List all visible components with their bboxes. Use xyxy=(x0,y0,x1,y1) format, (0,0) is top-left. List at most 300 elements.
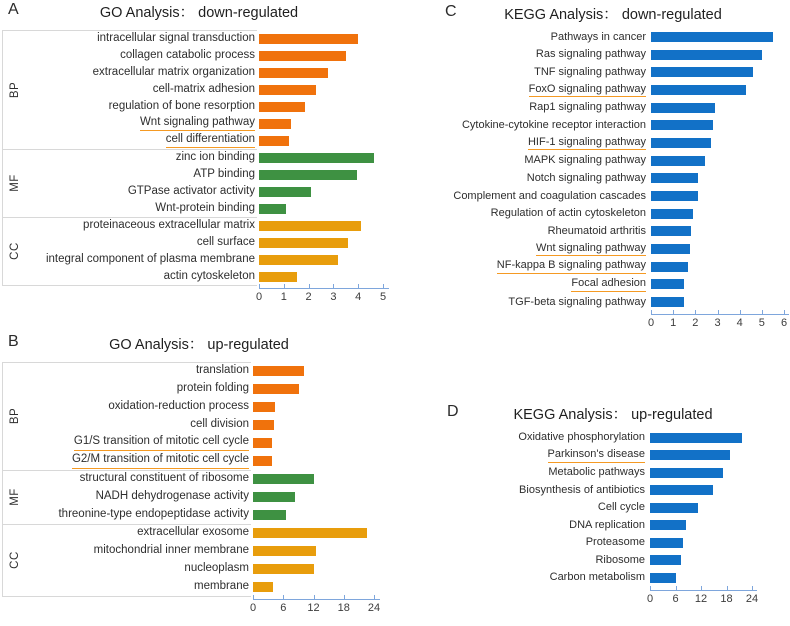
x-axis-line xyxy=(650,590,757,591)
bar-track xyxy=(650,555,757,565)
panel-go-down-regulated xyxy=(0,0,398,330)
bar-label-text: cell surface xyxy=(196,235,255,248)
bar-row xyxy=(28,132,389,149)
bar-label xyxy=(400,571,645,584)
panel-letter-b: B xyxy=(8,333,19,350)
bar-label xyxy=(28,133,255,148)
bar xyxy=(259,119,291,129)
bar-track xyxy=(651,138,789,148)
bar-label xyxy=(400,136,646,151)
bar-label-text: Pathways in cancer xyxy=(550,30,646,43)
bar-track xyxy=(650,468,757,478)
bar-track xyxy=(259,238,389,248)
bar-label-text: actin cytoskeleton xyxy=(163,269,255,282)
bar-label-text: nucleoplasm xyxy=(184,562,249,575)
bar-label-text: mitochondrial inner membrane xyxy=(93,544,249,557)
axis-tick xyxy=(259,284,260,288)
bar-label xyxy=(28,580,249,593)
bar-row xyxy=(28,416,380,434)
bar-label-text: NADH dehydrogenase activity xyxy=(95,490,249,503)
bar xyxy=(253,474,314,484)
bar-track xyxy=(651,32,789,42)
axis-tick xyxy=(695,310,696,314)
category-group xyxy=(2,362,380,470)
x-axis xyxy=(647,314,789,334)
bar xyxy=(650,503,698,513)
group-label: BP xyxy=(9,81,21,98)
bar-label xyxy=(400,172,646,185)
bar-label xyxy=(28,418,249,431)
category-group xyxy=(2,30,389,149)
bar-label-text: Cell cycle xyxy=(597,501,645,514)
axis-tick-label: 0 xyxy=(647,317,655,330)
group-label-strip xyxy=(2,30,28,149)
bar xyxy=(253,438,272,448)
group-separator-line xyxy=(2,217,257,218)
group-label-strip xyxy=(2,149,28,217)
bar-track xyxy=(253,492,380,502)
group-separator-line xyxy=(2,285,257,286)
bar-label-text: Notch signaling pathway xyxy=(526,172,646,185)
bar-label-text: Wnt-protein binding xyxy=(155,201,255,214)
bar-label-text: TNF signaling pathway xyxy=(534,65,646,78)
bar xyxy=(253,384,299,394)
bar-row xyxy=(28,542,380,560)
bar-row xyxy=(28,166,389,183)
bar-label-text: HIF-1 signaling pathway xyxy=(528,136,646,151)
bar-label xyxy=(28,49,255,62)
bar-label xyxy=(400,554,645,567)
group-separator-line xyxy=(2,30,257,31)
bar-row xyxy=(28,452,380,470)
bar xyxy=(259,153,374,163)
x-axis-line xyxy=(253,599,380,600)
bar-track xyxy=(651,67,789,77)
bar-label xyxy=(400,431,645,444)
bar xyxy=(259,255,338,265)
bar-label-text: translation xyxy=(195,364,249,377)
x-axis xyxy=(249,599,381,619)
bar-label-text: extracellular matrix organization xyxy=(92,65,255,78)
bar-row xyxy=(400,152,789,170)
group-label: MF xyxy=(8,174,21,192)
bar-track xyxy=(253,564,380,574)
bar-row xyxy=(28,470,380,488)
bar-track xyxy=(650,450,757,460)
bar-label xyxy=(28,253,255,266)
chart-area-go-down xyxy=(2,30,389,303)
bar-label-text: cell-matrix adhesion xyxy=(152,82,255,95)
bar-row xyxy=(400,569,757,587)
bar-label-text: GTPase activator activity xyxy=(127,184,255,197)
bar xyxy=(259,170,357,180)
bar xyxy=(651,209,693,219)
bar-label xyxy=(400,48,646,61)
bar-label xyxy=(28,151,255,164)
bar-label xyxy=(400,83,646,98)
bar xyxy=(650,485,713,495)
bar-track xyxy=(651,191,789,201)
bar xyxy=(259,221,361,231)
x-axis xyxy=(646,590,759,610)
axis-tick xyxy=(358,284,359,288)
bar-label xyxy=(28,562,249,575)
bar-track xyxy=(259,170,389,180)
bar xyxy=(651,226,691,236)
panel-kegg-up-regulated xyxy=(400,400,790,626)
bar xyxy=(651,279,684,289)
bar-label xyxy=(400,66,646,79)
bar-row xyxy=(400,170,789,188)
category-axis-line xyxy=(2,362,3,596)
bar-track xyxy=(651,244,789,254)
group-separator-line xyxy=(2,596,251,597)
bar-label-text: Rap1 signaling pathway xyxy=(529,101,646,114)
axis-tick xyxy=(333,284,334,288)
bar-label-text: G2/M transition of mitotic cell cycle xyxy=(72,453,249,468)
group-separator-line xyxy=(2,524,251,525)
bar-label xyxy=(28,185,255,198)
bar-row xyxy=(28,217,389,234)
bar-track xyxy=(651,156,789,166)
axis-tick-label: 0 xyxy=(249,602,257,614)
axis-tick-label: 12 xyxy=(694,592,708,605)
category-group xyxy=(2,217,389,285)
bar-track xyxy=(651,85,789,95)
axis-tick-label: 0 xyxy=(646,592,654,605)
bar-track xyxy=(651,120,789,130)
bar-row xyxy=(400,447,757,465)
bar xyxy=(651,32,773,42)
bar-row xyxy=(400,116,789,134)
bar xyxy=(651,85,746,95)
bar-track xyxy=(651,173,789,183)
bar-label xyxy=(28,544,249,557)
bar-track xyxy=(259,51,389,61)
bar-row xyxy=(400,63,789,81)
bar xyxy=(253,402,275,412)
chart-area-kegg-down xyxy=(400,28,789,330)
bar-row xyxy=(400,134,789,152)
bar-row xyxy=(28,506,380,524)
bar-row xyxy=(28,115,389,132)
chart-title-go-down: GO Analysis： down-regulated xyxy=(99,5,299,21)
bar-label-text: cell differentiation xyxy=(166,133,255,148)
x-axis-line xyxy=(259,288,389,289)
bar-label-text: Wnt signaling pathway xyxy=(536,242,646,257)
bar-track xyxy=(259,119,389,129)
bar xyxy=(651,297,684,307)
bar-row xyxy=(28,524,380,542)
bar-label-text: Ribosome xyxy=(595,553,645,566)
bar xyxy=(259,68,328,78)
bar-label xyxy=(400,484,645,497)
bar xyxy=(253,564,314,574)
bar-label xyxy=(28,472,249,485)
panel-letter-a: A xyxy=(8,1,19,18)
bar xyxy=(651,191,698,201)
axis-tick xyxy=(309,284,310,288)
bar-label-text: Focal adhesion xyxy=(571,277,646,292)
bar-track xyxy=(253,582,380,592)
category-group xyxy=(2,470,380,524)
bar-track xyxy=(259,102,389,112)
bar-row xyxy=(400,46,789,64)
bar-label xyxy=(400,466,645,479)
bar-row xyxy=(28,98,389,115)
bar-row xyxy=(400,99,789,117)
bar-label xyxy=(400,448,645,463)
axis-tick-label: 5 xyxy=(379,291,387,303)
bar-label xyxy=(400,277,646,292)
bar-label-text: Oxidative phosphorylation xyxy=(518,431,645,444)
axis-tick xyxy=(383,284,384,288)
bar-label xyxy=(400,225,646,238)
bar xyxy=(253,366,304,376)
group-label-strip xyxy=(2,524,28,596)
bar-row xyxy=(28,434,380,452)
axis-tick xyxy=(784,310,785,314)
bar-label xyxy=(400,259,646,274)
category-group xyxy=(2,149,389,217)
axis-tick xyxy=(650,586,651,590)
bar-row xyxy=(28,268,389,285)
panel-letter-d: D xyxy=(447,403,459,420)
bar xyxy=(259,272,297,282)
axis-tick-label: 4 xyxy=(355,291,362,303)
bar-label-text: NF-kappa B signaling pathway xyxy=(497,259,646,274)
bar-track xyxy=(650,485,757,495)
bar-track xyxy=(253,366,380,376)
bar-track xyxy=(650,573,757,583)
bar-row xyxy=(28,380,380,398)
axis-tick-label: 3 xyxy=(714,317,721,330)
bar-label xyxy=(28,202,255,215)
bar xyxy=(650,468,723,478)
category-group xyxy=(2,524,380,596)
bar-track xyxy=(253,474,380,484)
bar-track xyxy=(253,456,380,466)
bar-row xyxy=(28,251,389,268)
axis-tick-label: 24 xyxy=(367,602,381,614)
bar-label-text: Complement and coagulation cascades xyxy=(453,189,646,202)
bar-label-text: integral component of plasma membrane xyxy=(45,252,255,265)
bar-row xyxy=(28,398,380,416)
bar-track xyxy=(253,384,380,394)
bar-label-text: structural constituent of ribosome xyxy=(79,472,249,485)
bar xyxy=(650,450,730,460)
bar xyxy=(651,138,711,148)
axis-tick-label: 2 xyxy=(692,317,699,330)
bar-track xyxy=(259,255,389,265)
bar-label-text: cell division xyxy=(190,418,249,431)
bar-label xyxy=(28,100,255,113)
bar-track xyxy=(259,153,389,163)
bar xyxy=(259,85,316,95)
bar-row xyxy=(28,64,389,81)
bar-row xyxy=(400,28,789,46)
bar-track xyxy=(259,221,389,231)
bar-track xyxy=(650,538,757,548)
group-label: BP xyxy=(9,407,21,425)
bar-label-text: Biosynthesis of antibiotics xyxy=(519,483,645,496)
bar xyxy=(651,244,690,254)
bar xyxy=(650,520,686,530)
bar-label xyxy=(400,296,646,309)
bar-track xyxy=(259,68,389,78)
bar-row xyxy=(28,234,389,251)
bar-row xyxy=(400,499,757,517)
bar-track xyxy=(651,209,789,219)
bar-label xyxy=(400,190,646,203)
axis-tick xyxy=(344,595,345,599)
bar-label-text: extracellular exosome xyxy=(137,526,249,539)
axis-tick-label: 5 xyxy=(758,317,765,330)
bar-label-text: zinc ion binding xyxy=(175,150,255,163)
bar-row xyxy=(400,223,789,241)
bar-label xyxy=(28,236,255,249)
bar-row xyxy=(28,560,380,578)
bar-row xyxy=(28,30,389,47)
bar xyxy=(253,528,367,538)
bar-row xyxy=(400,205,789,223)
bar xyxy=(651,103,715,113)
x-axis xyxy=(255,288,389,308)
bar-track xyxy=(259,187,389,197)
bar-row xyxy=(28,578,380,596)
bar-row xyxy=(400,429,757,447)
bar-label xyxy=(28,400,249,413)
bar-row xyxy=(28,488,380,506)
axis-tick-label: 18 xyxy=(337,602,350,614)
bar xyxy=(651,156,705,166)
category-group xyxy=(400,28,789,311)
bar-label xyxy=(28,453,249,468)
bar-label-text: oxidation-reduction process xyxy=(108,400,249,413)
bar xyxy=(259,34,358,44)
bar-row xyxy=(400,464,757,482)
axis-tick xyxy=(701,586,702,590)
axis-tick xyxy=(651,310,652,314)
panel-go-up-regulated xyxy=(0,332,398,626)
group-label-strip xyxy=(2,217,28,285)
bar-track xyxy=(259,272,389,282)
bar-label-text: Rheumatoid arthritis xyxy=(547,225,646,238)
bar-label xyxy=(28,168,255,181)
axis-tick-label: 0 xyxy=(255,291,263,303)
bar-label xyxy=(400,154,646,167)
bar-track xyxy=(253,528,380,538)
axis-tick xyxy=(727,586,728,590)
bar xyxy=(253,456,272,466)
bar-label-text: Regulation of actin cytoskeleton xyxy=(490,207,646,220)
bar xyxy=(651,262,688,272)
group-label-strip xyxy=(2,470,28,524)
bar-label xyxy=(28,83,255,96)
chart-title-kegg-down: KEGG Analysis： down-regulated xyxy=(504,7,722,23)
axis-tick xyxy=(374,595,375,599)
bar xyxy=(651,50,762,60)
group-label: MF xyxy=(8,488,21,506)
bar-label xyxy=(28,508,249,521)
axis-tick-label: 1 xyxy=(280,291,287,303)
axis-tick xyxy=(283,595,284,599)
group-label: CC xyxy=(9,242,21,260)
bar-track xyxy=(650,433,757,443)
bar-row xyxy=(400,534,757,552)
bar xyxy=(259,136,289,146)
bar-label-text: membrane xyxy=(194,580,249,593)
bar xyxy=(253,510,286,520)
group-label: CC xyxy=(9,551,21,569)
axis-tick-label: 6 xyxy=(672,592,679,605)
axis-tick-label: 18 xyxy=(720,592,733,605)
bar xyxy=(650,538,683,548)
chart-area-kegg-up xyxy=(400,429,759,605)
bar-track xyxy=(651,103,789,113)
bar-label-text: ATP binding xyxy=(193,167,255,180)
bar xyxy=(650,555,681,565)
bar-label xyxy=(400,536,645,549)
bar-row xyxy=(400,293,789,311)
bar-label-text: threonine-type endopeptidase activity xyxy=(58,508,249,521)
x-axis-line xyxy=(651,314,789,315)
axis-tick xyxy=(740,310,741,314)
bar-label xyxy=(28,116,255,131)
axis-tick-label: 24 xyxy=(745,592,759,605)
bar-label xyxy=(400,519,645,532)
bar-label-text: G1/S transition of mitotic cell cycle xyxy=(74,435,249,450)
bar-label-text: TGF-beta signaling pathway xyxy=(508,295,646,308)
bar-row xyxy=(28,47,389,64)
bar-label-text: Proteasome xyxy=(585,536,645,549)
bar-row xyxy=(400,258,789,276)
group-separator-line xyxy=(2,149,257,150)
bar-row xyxy=(400,81,789,99)
group-separator-line xyxy=(2,362,251,363)
bar-row xyxy=(400,482,757,500)
axis-tick-label: 2 xyxy=(305,291,312,303)
bar-track xyxy=(253,420,380,430)
bar-track xyxy=(650,503,757,513)
bar-label xyxy=(28,364,249,377)
bar-row xyxy=(400,517,757,535)
bar xyxy=(253,492,295,502)
bar-track xyxy=(651,279,789,289)
bar xyxy=(650,573,676,583)
axis-tick-label: 1 xyxy=(670,317,677,330)
bar-track xyxy=(253,546,380,556)
axis-tick xyxy=(314,595,315,599)
bar-label-text: Ras signaling pathway xyxy=(535,48,646,61)
bar-track xyxy=(259,204,389,214)
bar-label-text: regulation of bone resorption xyxy=(108,99,255,112)
bar xyxy=(253,582,273,592)
bar xyxy=(259,204,286,214)
axis-tick xyxy=(673,310,674,314)
bar-label xyxy=(28,490,249,503)
bar-row xyxy=(28,362,380,380)
bar-track xyxy=(259,136,389,146)
axis-tick-label: 3 xyxy=(330,291,337,303)
chart-title-kegg-up: KEGG Analysis： up-regulated xyxy=(513,407,713,423)
bar-track xyxy=(259,34,389,44)
bar-label xyxy=(400,31,646,44)
bar-label xyxy=(400,207,646,220)
bar-track xyxy=(651,50,789,60)
group-separator-line xyxy=(2,470,251,471)
bar-label xyxy=(28,32,255,45)
